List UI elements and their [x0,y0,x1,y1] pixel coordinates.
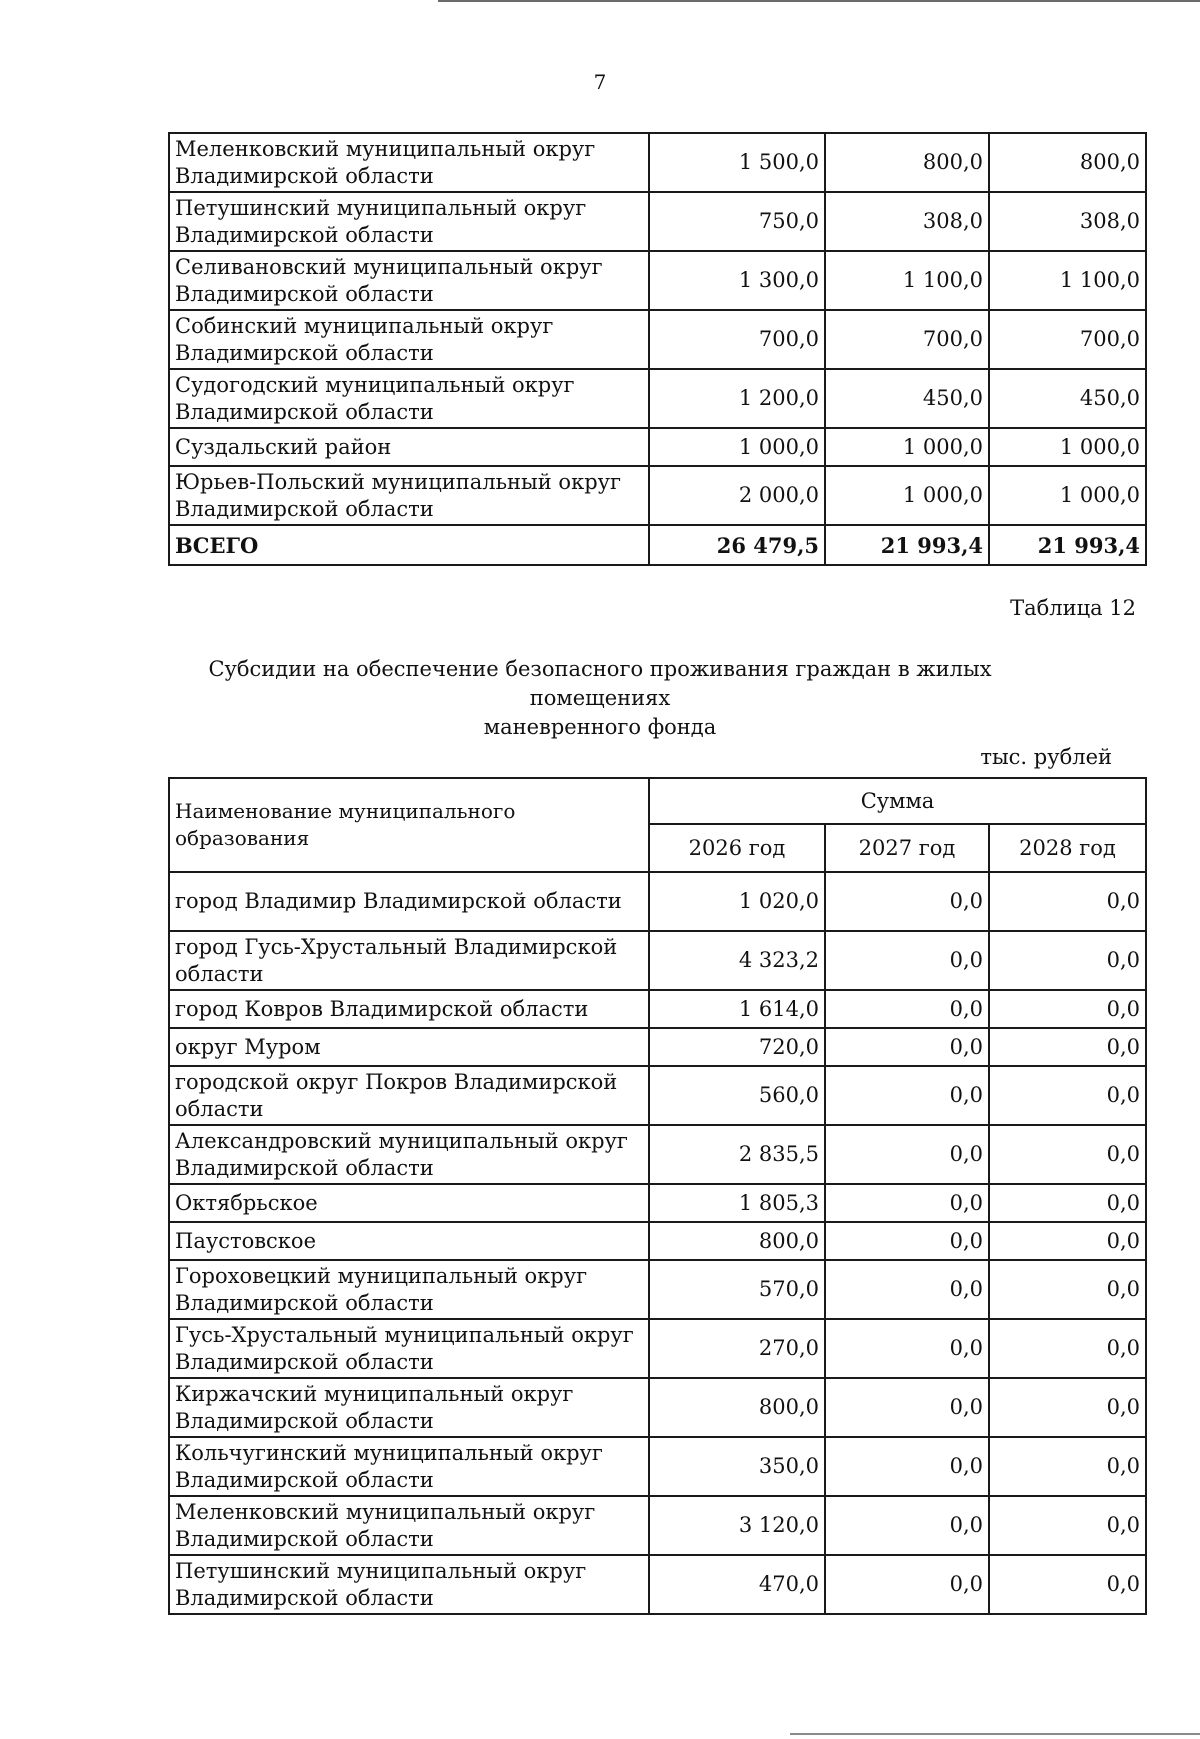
table-row [169,310,1146,369]
value-2026-cell: 3 120,0 [649,1496,825,1555]
municipality-name-cell: Киржачский муниципальный округ Владимирской области [169,1378,649,1437]
total-row [169,525,1146,565]
table-row [169,1437,1146,1496]
table-row [169,1260,1146,1319]
table-row [169,872,1146,931]
value-2026-cell: 800,0 [649,1222,825,1260]
table-row [169,1555,1146,1614]
subsidy-table [168,777,1147,1615]
total-2026-cell: 26 479,5 [649,525,825,565]
value-2028-cell: 0,0 [989,1028,1146,1066]
municipality-name-cell: Паустовское [169,1222,649,1260]
value-2028-cell: 0,0 [989,1496,1146,1555]
value-2028-cell: 700,0 [989,310,1146,369]
page-number: 7 [593,70,607,94]
value-2028-cell: 0,0 [989,1260,1146,1319]
value-2027-cell: 0,0 [825,1378,989,1437]
municipality-name-cell: Юрьев-Польский муниципальный округ Владимирской области [169,466,649,525]
value-2027-cell: 0,0 [825,1555,989,1614]
value-2026-cell: 270,0 [649,1319,825,1378]
value-2027-cell: 0,0 [825,1066,989,1125]
value-2027-cell: 0,0 [825,931,989,990]
table-row [169,1184,1146,1222]
value-2027-cell: 0,0 [825,1496,989,1555]
table-number-label: Таблица 12 [1010,596,1136,620]
municipality-name-cell: Селивановский муниципальный округ Владимирской области [169,251,649,310]
table-row [169,133,1146,192]
value-2026-cell: 1 805,3 [649,1184,825,1222]
subsidy-table-header [169,778,1146,872]
value-2028-cell: 0,0 [989,1319,1146,1378]
value-2028-cell: 450,0 [989,369,1146,428]
municipality-name-cell: Собинский муниципальный округ Владимирской области [169,310,649,369]
municipality-name-cell: Петушинский муниципальный округ Владимирской области [169,192,649,251]
municipality-name-cell: Суздальский район [169,428,649,466]
value-2026-cell: 1 020,0 [649,872,825,931]
value-2026-cell: 2 000,0 [649,466,825,525]
units-label: тыс. рублей [980,745,1112,769]
municipality-name-cell: город Владимир Владимирской области [169,872,649,931]
value-2028-cell: 800,0 [989,133,1146,192]
value-2027-cell: 0,0 [825,990,989,1028]
value-2026-cell: 4 323,2 [649,931,825,990]
table-row [169,369,1146,428]
value-2026-cell: 700,0 [649,310,825,369]
value-2027-cell: 700,0 [825,310,989,369]
value-2026-cell: 570,0 [649,1260,825,1319]
value-2026-cell: 800,0 [649,1378,825,1437]
municipality-name-cell: город Гусь-Хрустальный Владимирской области [169,931,649,990]
value-2028-cell: 0,0 [989,1437,1146,1496]
value-2027-cell: 450,0 [825,369,989,428]
value-2027-cell: 1 000,0 [825,466,989,525]
municipality-name-cell: Александровский муниципальный округ Владимирской области [169,1125,649,1184]
value-2027-cell: 0,0 [825,872,989,931]
continued-table-body [169,133,1146,565]
municipality-name-cell: городской округ Покров Владимирской области [169,1066,649,1125]
value-2026-cell: 1 500,0 [649,133,825,192]
total-2028-cell: 21 993,4 [989,525,1146,565]
value-2027-cell: 800,0 [825,133,989,192]
value-2026-cell: 1 000,0 [649,428,825,466]
value-2028-cell: 308,0 [989,192,1146,251]
value-2028-cell: 0,0 [989,990,1146,1028]
municipality-name-cell: Судогодский муниципальный округ Владимирской области [169,369,649,428]
municipality-name-cell: город Ковров Владимирской области [169,990,649,1028]
table-row [169,251,1146,310]
value-2028-cell: 0,0 [989,1066,1146,1125]
value-2026-cell: 2 835,5 [649,1125,825,1184]
value-2026-cell: 1 300,0 [649,251,825,310]
name-column-header: Наименование муниципального образования [169,778,649,872]
value-2028-cell: 1 100,0 [989,251,1146,310]
value-2027-cell: 0,0 [825,1260,989,1319]
continued-table [168,132,1147,566]
scan-edge-line [790,1733,1200,1735]
subsidy-table-body [169,872,1146,1614]
table-title-line: маневренного фонда [483,715,717,739]
table-row [169,1222,1146,1260]
value-2026-cell: 750,0 [649,192,825,251]
table-row [169,192,1146,251]
sum-header: Сумма [649,778,1146,824]
table-row [169,1028,1146,1066]
year-2026-header: 2026 год [649,824,825,872]
table-row [169,428,1146,466]
table-title-line: Субсидии на обеспечение безопасного проживания граждан в жилых помещениях [208,657,992,710]
table-row [169,1125,1146,1184]
value-2026-cell: 1 200,0 [649,369,825,428]
value-2027-cell: 0,0 [825,1222,989,1260]
value-2027-cell: 0,0 [825,1184,989,1222]
municipality-name-cell: Меленковский муниципальный округ Владимирской области [169,133,649,192]
value-2027-cell: 0,0 [825,1028,989,1066]
value-2028-cell: 0,0 [989,1125,1146,1184]
value-2027-cell: 0,0 [825,1319,989,1378]
value-2026-cell: 720,0 [649,1028,825,1066]
table-row [169,1319,1146,1378]
year-2027-header: 2027 год [825,824,989,872]
municipality-name-cell: Кольчугинский муниципальный округ Владимирской области [169,1437,649,1496]
table-title [150,655,1050,742]
value-2027-cell: 1 100,0 [825,251,989,310]
value-2028-cell: 0,0 [989,931,1146,990]
value-2027-cell: 0,0 [825,1125,989,1184]
value-2027-cell: 0,0 [825,1437,989,1496]
municipality-name-cell: Петушинский муниципальный округ Владимирской области [169,1555,649,1614]
value-2028-cell: 0,0 [989,872,1146,931]
table-row [169,931,1146,990]
total-2027-cell: 21 993,4 [825,525,989,565]
table-row [169,1378,1146,1437]
value-2028-cell: 1 000,0 [989,428,1146,466]
municipality-name-cell: Гусь-Хрустальный муниципальный округ Владимирской области [169,1319,649,1378]
value-2028-cell: 0,0 [989,1184,1146,1222]
value-2026-cell: 350,0 [649,1437,825,1496]
value-2027-cell: 1 000,0 [825,428,989,466]
municipality-name-cell: Меленковский муниципальный округ Владимирской области [169,1496,649,1555]
table-row [169,1496,1146,1555]
municipality-name-cell: Гороховецкий муниципальный округ Владимирской области [169,1260,649,1319]
value-2026-cell: 470,0 [649,1555,825,1614]
value-2028-cell: 0,0 [989,1555,1146,1614]
value-2026-cell: 560,0 [649,1066,825,1125]
municipality-name-cell: округ Муром [169,1028,649,1066]
table-row [169,466,1146,525]
value-2028-cell: 1 000,0 [989,466,1146,525]
table-row [169,990,1146,1028]
value-2028-cell: 0,0 [989,1222,1146,1260]
value-2028-cell: 0,0 [989,1378,1146,1437]
total-label-cell: ВСЕГО [169,525,649,565]
value-2026-cell: 1 614,0 [649,990,825,1028]
table-row [169,1066,1146,1125]
municipality-name-cell: Октябрьское [169,1184,649,1222]
year-2028-header: 2028 год [989,824,1146,872]
scan-edge-line [438,0,1200,2]
value-2027-cell: 308,0 [825,192,989,251]
header-row [169,778,1146,824]
